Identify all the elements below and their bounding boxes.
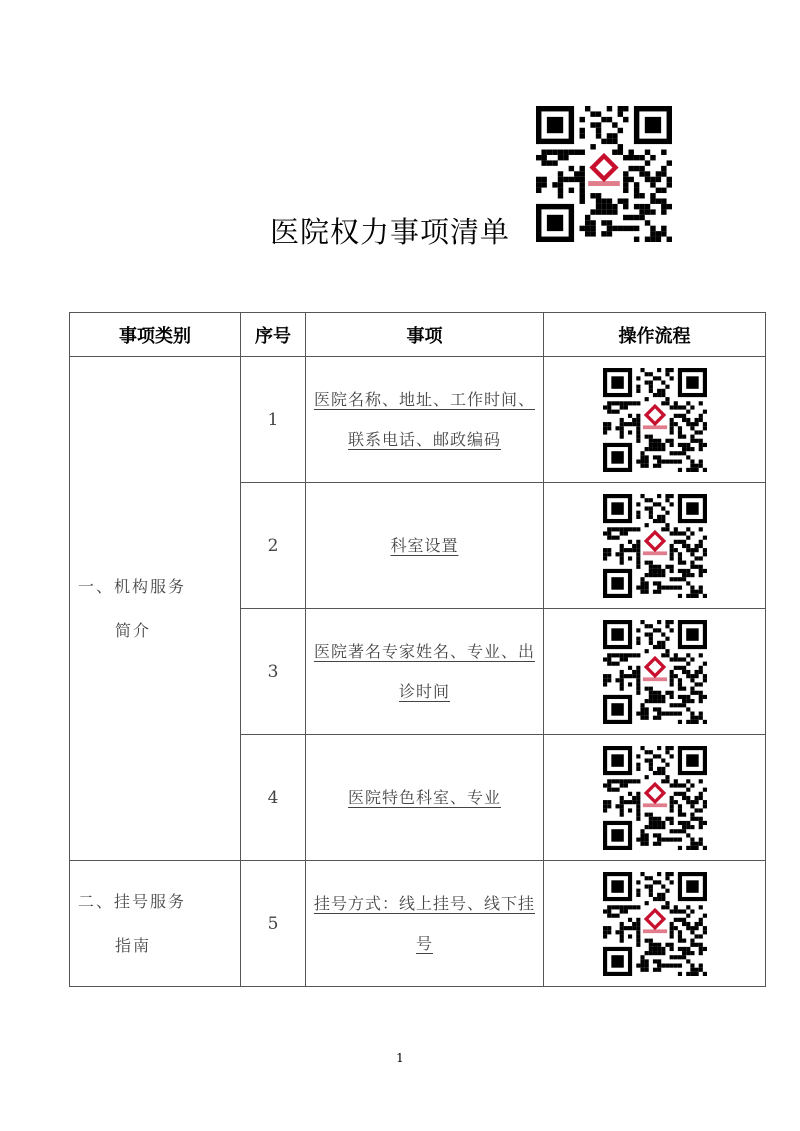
item-link[interactable]: 医院著名专家姓名、专业、出诊时间 xyxy=(313,641,535,701)
item-cell xyxy=(306,861,544,987)
header-item: 事项 xyxy=(306,313,544,357)
process-cell xyxy=(544,357,766,483)
qr-code-icon[interactable] xyxy=(603,872,707,976)
category-label: 二、挂号服务 xyxy=(78,891,187,911)
qr-code-icon[interactable] xyxy=(603,620,707,724)
row-number: 4 xyxy=(241,735,306,861)
row-number: 1 xyxy=(241,357,306,483)
item-link[interactable]: 医院名称、地址、工作时间、联系电话、邮政编码 xyxy=(313,389,535,449)
process-cell xyxy=(544,735,766,861)
category-cell xyxy=(70,861,241,987)
item-cell xyxy=(306,735,544,861)
item-cell xyxy=(306,483,544,609)
row-number: 5 xyxy=(241,861,306,987)
header-process: 操作流程 xyxy=(544,313,766,357)
category-label: 简介 xyxy=(115,620,152,640)
item-cell xyxy=(306,357,544,483)
table-row xyxy=(70,357,766,483)
qr-code-icon[interactable] xyxy=(603,368,707,472)
category-label: 指南 xyxy=(115,935,152,955)
qr-code-icon[interactable] xyxy=(603,746,707,850)
qr-code-icon xyxy=(536,106,672,242)
item-link[interactable]: 医院特色科室、专业 xyxy=(347,787,501,807)
process-cell xyxy=(544,861,766,987)
category-label: 一、机构服务 xyxy=(78,576,187,596)
service-table xyxy=(69,312,766,987)
item-link[interactable]: 科室设置 xyxy=(390,535,459,555)
process-cell xyxy=(544,483,766,609)
page-number: 1 xyxy=(396,1051,404,1065)
category-cell xyxy=(70,357,241,861)
qr-code-icon[interactable] xyxy=(603,494,707,598)
header-number: 序号 xyxy=(241,313,306,357)
header-category: 事项类别 xyxy=(70,313,241,357)
row-number: 2 xyxy=(241,483,306,609)
process-cell xyxy=(544,609,766,735)
table-header-row xyxy=(70,313,766,357)
page-title: 医院权力事项清单 xyxy=(270,215,511,249)
item-link[interactable]: 挂号方式：线上挂号、线下挂号 xyxy=(313,893,535,953)
row-number: 3 xyxy=(241,609,306,735)
item-cell xyxy=(306,609,544,735)
table-row xyxy=(70,861,766,987)
